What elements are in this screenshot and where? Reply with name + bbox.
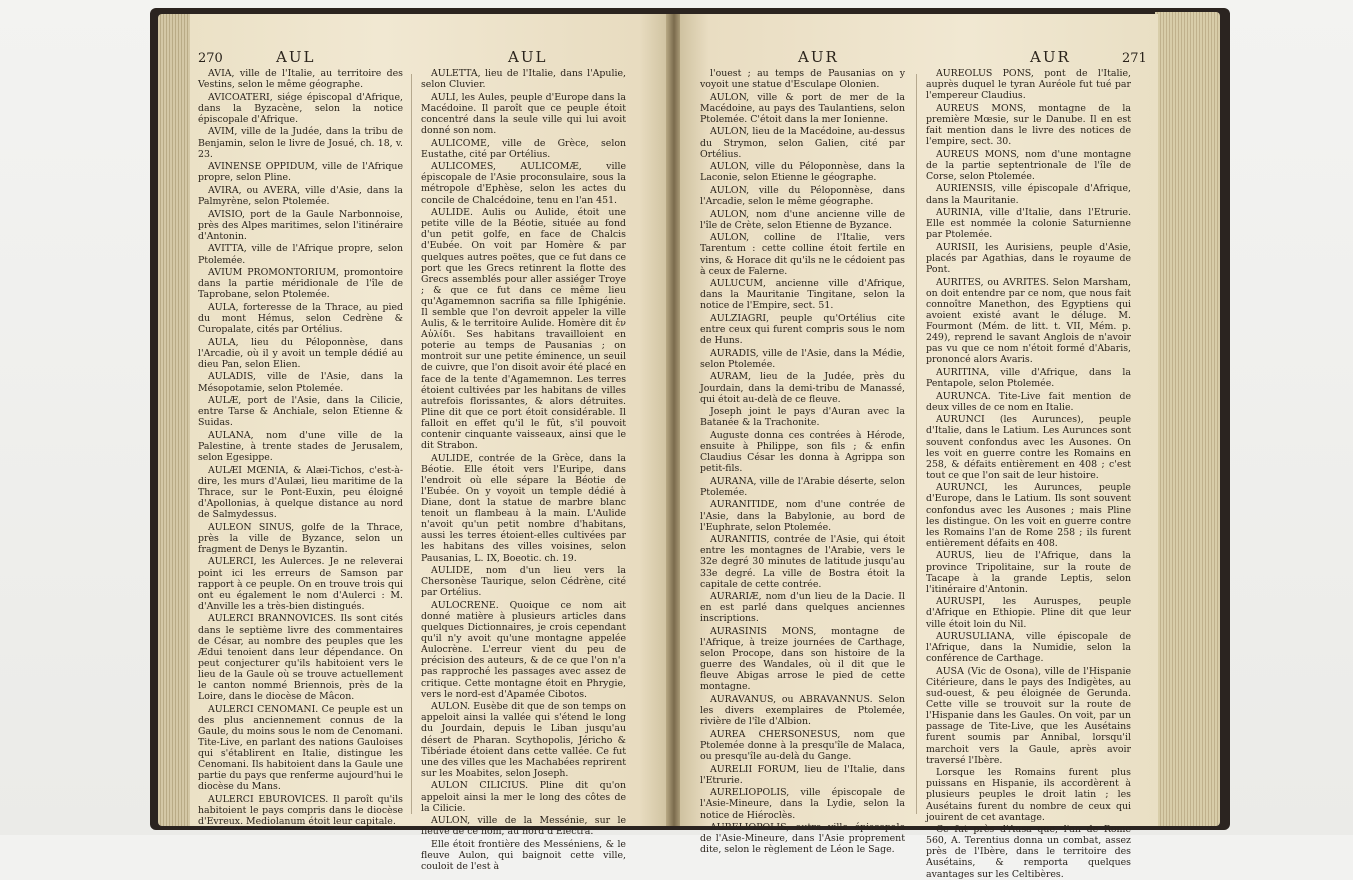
dictionary-entry: AULON, lieu de la Macédoine, au-dessus du Strymon, selon Galien, cité par Ortélius. <box>700 126 905 160</box>
page-edges-right <box>1155 12 1220 826</box>
dictionary-entry: AULETTA, lieu de l'Italie, dans l'Apulie, selon Cluvier. <box>421 68 626 91</box>
dictionary-entry: AVIA, ville de l'Italie, au territoire des Vestins, selon le même géographe. <box>198 68 403 91</box>
dictionary-entry: AULON CILICIUS. Pline dit qu'on appeloit ainsi la mer le long des côtes de la Cilicie. <box>421 780 626 814</box>
left-page <box>190 14 668 873</box>
dictionary-entry: AULANA, nom d'une ville de la Palestine, à trente stades de Jerusalem, selon Egesippe. <box>198 429 403 464</box>
left-column-2 <box>421 68 626 873</box>
dictionary-entry: Joseph joint le pays d'Auran avec la Batanée & la Trachonite. <box>700 406 905 429</box>
dictionary-entry: AURUS, lieu de l'Afrique, dans la province Tripolitaine, sur la route de Tacape à la grande Leptis, selon l'itinéraire d'Antonin. <box>926 550 1131 595</box>
page-edges-left <box>158 14 194 826</box>
dictionary-entry: AURISII, les Aurisiens, peuple d'Asie, placés par Agathias, dans le royaume de Pont. <box>926 241 1131 276</box>
dictionary-entry: Lorsque les Romains furent plus puissans en Hispanie, ils accordèrent à plusieurs peuples le droit latin ; les Ausétains furent du nombre de ceux qui jouirent de cet avantage. <box>926 767 1131 823</box>
right-column-1 <box>700 68 905 856</box>
dictionary-entry: AULI, les Aules, peuple d'Europe dans la Macédoine. Il paroît que ce peuple étoit concentré dans la seule ville qui lui avoit donné son nom. <box>421 91 626 136</box>
dictionary-entry: AURELII FORUM, lieu de l'Italie, dans l'Etrurie. <box>700 763 905 786</box>
dictionary-entry: AURITES, ou AVRITES. Selon Marsham, on doit entendre par ce nom, que nous fait connoître Manethon, des Egyptiens qui avoient existé avant le déluge. M. Fourmont (Mém. de litt. t. VII, Mém. p. 249), reprend le savant Anglois de n'avoir pas vu que ce nom n'étoit formé d'Abaris, prononcé alors Avaris. <box>926 276 1131 366</box>
dictionary-entry: AULEON SINUS, golfe de la Thrace, près la ville de Byzance, selon un fragment de Denys le Byzantin. <box>198 521 403 555</box>
dictionary-entry: AULON. Eusèbe dit que de son temps on appeloit ainsi la vallée qui s'étend le long du Jourdain, depuis le Liban jusqu'au désert de Pharan. Scythopolis, Jéricho & Tibériade étoient dans cette vallée. Ce fut une des villes que les Machabées reprirent sur les Moabites, selon Joseph. <box>421 701 626 779</box>
dictionary-entry: AVINENSE OPPIDUM, ville de l'Afrique propre, selon Pline. <box>198 161 403 184</box>
dictionary-entry: AULON, ville de la Messénie, sur le fleuve de ce nom, au nord d'Electra. <box>421 815 626 838</box>
right-page <box>680 14 1158 880</box>
dictionary-entry: AURELIOPOLIS, ville épiscopale de l'Asie-Mineure, dans la Lydie, selon la notice de Hiéroclès. <box>700 787 905 821</box>
dictionary-entry: AULOCRENE. Quoique ce nom ait donné matière à plusieurs articles dans quelques Dictionnaires, je crois cependant qu'il n'y avoit qu'une montagne appelée Aulocrène. L'erreur vient du peu de précision des auteurs, & de ce que l'on n'a pas rapproché les passages avec assez de critique. Cette montagne étoit en Phrygie, vers le nord-est d'Apamée Cibotos. <box>421 599 626 700</box>
dictionary-entry: AURARIÆ, nom d'un lieu de la Dacie. Il en est parlé dans quelques anciennes inscriptions. <box>700 591 905 625</box>
dictionary-entry: AULERCI EBUROVICES. Il paroît qu'ils habitoient le pays compris dans le diocèse d'Evreux. Mediolanum étoit leur capitale. <box>198 793 403 828</box>
dictionary-entry: AURUNCA. Tite-Live fait mention de deux villes de ce nom en Italie. <box>926 390 1131 413</box>
dictionary-entry: AURASINIS MONS, montagne de l'Afrique, à treize journées de Carthage, selon Procope, dans son histoire de la guerre des Wandales, où il dit que le fleuve Abigas arrose le pied de cette montagne. <box>700 626 905 693</box>
dictionary-entry: AVIM, ville de la Judée, dans la tribu de Benjamin, selon le livre de Josué, ch. 18, v. 23. <box>198 126 403 160</box>
dictionary-entry: AURUSPI, les Auruspes, peuple d'Afrique en Ethiopie. Pline dit que leur ville étoit loin du Nil. <box>926 596 1131 630</box>
dictionary-entry: AUREA CHERSONESUS, nom que Ptolemée donne à la presqu'île de Malaca, ou presqu'île au-delà du Gange. <box>700 728 905 763</box>
dictionary-entry: AVICOATERI, siége épiscopal d'Afrique, dans la Byzacène, selon la notice épiscopale d'Afrique. <box>198 91 403 125</box>
dictionary-entry: AURELIOPOLIS, autre ville épiscopale de l'Asie-Mineure, dans l'Asie proprement dite, selon le règlement de Léon le Sage. <box>700 822 905 856</box>
dictionary-entry: AUREOLUS PONS, pont de l'Italie, auprès duquel le tyran Auréole fut tué par l'empereur Claudius. <box>926 68 1131 102</box>
dictionary-entry: l'ouest ; au temps de Pausanias on y voyoit une statue d'Esculape Olonien. <box>700 68 905 91</box>
dictionary-entry: AULÆ, port de l'Asie, dans la Cilicie, entre Tarse & Anchiale, selon Etienne & Suidas. <box>198 395 403 429</box>
dictionary-entry: AURANA, ville de l'Arabie déserte, selon Ptolemée. <box>700 475 905 498</box>
dictionary-entry: AULON, ville du Péloponnèse, dans la Laconie, selon Etienne le géographe. <box>700 161 905 184</box>
dictionary-entry: Ce fut près d'Ausa que, l'an de Rome 560, A. Terentius donna un combat, assez près de l'Ibère, dans le territoire des Ausétains, & remporta quelques avantages sur les Celtibères. <box>926 824 1131 880</box>
dictionary-entry: AULON, colline de l'Italie, vers Tarentum : cette colline étoit fertile en vins, & Horace dit qu'ils ne le cédoient pas à ceux de Falerne. <box>700 232 905 277</box>
dictionary-entry: Elle étoit frontière des Messéniens, & le fleuve Aulon, qui baignoit cette ville, couloit de l'est à <box>421 838 626 873</box>
dictionary-entry: AULUCUM, ancienne ville d'Afrique, dans la Mauritanie Tingitane, selon la notice de l'Empire, sect. 51. <box>700 278 905 312</box>
dictionary-entry: AUREUS MONS, nom d'une montagne de la partie septentrionale de l'île de Corse, selon Ptolemée. <box>926 148 1131 182</box>
right-column-2 <box>926 68 1131 880</box>
dictionary-entry: AULA, forteresse de la Thrace, au pied du mont Hémus, selon Cedrène & Curopalate, cités par Ortélius. <box>198 301 403 336</box>
dictionary-entry: AULERCI CENOMANI. Ce peuple est un des plus anciennement connus de la Gaule, du moins sous le nom de Cenomani. Tite-Live, en parlant des nations Gauloises qui s'établirent en Italie, distingue les Cenomani. Ils habitoient dans la Gaule une partie du pays que renferme aujourd'hui le diocèse du Mans. <box>198 703 403 793</box>
column-rule <box>411 74 412 814</box>
dictionary-entry: AURUSULIANA, ville épiscopale de l'Afrique, dans la Numidie, selon la conférence de Carthage. <box>926 631 1131 665</box>
dictionary-entry: AUSA (Vic de Osona), ville de l'Hispanie Citérieure, dans le pays des Indigètes, au sud-ouest, & peu éloignée de Gerunda. Cette ville se trouvoit sur la route de l'Hispanie dans les Gaules. On voit, par un passage de Tite-Live, que les Ausétains furent soumis par Annibal, lorsqu'il marchoit vers la Gaule, après avoir traversé l'Ibère. <box>926 665 1131 766</box>
dictionary-entry: AULON, ville & port de mer de la Macédoine, au pays des Taulantiens, selon Ptolemée. C'étoit dans la mer Ionienne. <box>700 91 905 125</box>
dictionary-entry: AVIRA, ou AVERA, ville d'Asie, dans la Palmyrène, selon Ptolemée. <box>198 184 403 208</box>
dictionary-entry: AUREUS MONS, montagne de la première Mœsie, sur le Danube. Il en est fait mention dans le livre des notices de l'empire, sect. 30. <box>926 102 1131 148</box>
dictionary-entry: AVITTA, ville de l'Afrique propre, selon Ptolemée. <box>198 243 403 266</box>
dictionary-entry: AURADIS, ville de l'Asie, dans la Médie, selon Ptolemée. <box>700 347 905 370</box>
dictionary-entry: AVIUM PROMONTORIUM, promontoire dans la partie méridionale de l'île de Taprobane, selon Ptolemée. <box>198 267 403 301</box>
dictionary-entry: AULÆI MŒNIA, & Alæi-Tichos, c'est-à-dire, les murs d'Aulæi, lieu maritime de la Thrace, sur le Pont-Euxin, peu éloigné d'Apollonias, à quelque distance au nord de Salmydessus. <box>198 464 403 521</box>
left-head-left: AUL <box>276 48 316 66</box>
dictionary-entry: AURUNCI (les Aurunces), peuple d'Italie, dans le Latium. Les Aurunces sont souvent confondus avec les Ausones. On les voit en guerre contre les Romains en 258, & défaits entièrement en 408 ; c'est tout ce que l'on sait de leur histoire. <box>926 414 1131 481</box>
dictionary-entry: AVISIO, port de la Gaule Narbonnoise, près des Alpes maritimes, selon l'itinéraire d'Antonin. <box>198 208 403 242</box>
dictionary-entry: AULIDE, nom d'un lieu vers la Chersonèse Taurique, selon Cédrène, cité par Ortélius. <box>421 565 626 599</box>
left-column-1 <box>198 68 403 828</box>
dictionary-entry: AURANITIDE, nom d'une contrée de l'Asie, dans la Babylonie, au bord de l'Euphrate, selon Ptolemée. <box>700 499 905 533</box>
dictionary-entry: AULICOMES, AULICOMÆ, ville épiscopale de l'Asie proconsulaire, sous la métropole d'Ephèse, selon les actes du concile de Chalcédoine, tenu en l'an 451. <box>421 161 626 206</box>
dictionary-entry: Auguste donna ces contrées à Hérode, ensuite à Philippe, son fils ; & enfin Claudius César les donna à Agrippa son petit-fils. <box>700 429 905 475</box>
dictionary-entry: AULERCI BRANNOVICES. Ils sont cités dans le septième livre des commentaires de César, au nombre des peuples que les Ædui tenoient dans leur dépendance. On peut conjecturer qu'ils habitoient vers le lieu de la Gaule où se trouve actuellement le canton nommé Briennois, près de la Loire, dans le diocèse de Mâcon. <box>198 613 403 703</box>
dictionary-entry: AULICOME, ville de Grèce, selon Eustathe, cité par Ortélius. <box>421 137 626 160</box>
column-rule <box>916 74 917 814</box>
dictionary-entry: AURUNCI, les Aurunces, peuple d'Europe, dans le Latium. Ils sont souvent confondus avec les Ausones ; mais Pline les distingue. On les voit en guerre contre les Romains l'an de Rome 258 ; ils furent entièrement défaits en 408. <box>926 482 1131 549</box>
right-head-left: AUR <box>798 48 839 66</box>
right-page-number: 271 <box>1122 51 1147 66</box>
left-head-right: AUL <box>508 48 548 66</box>
dictionary-entry: AULADIS, ville de l'Asie, dans la Mésopotamie, selon Ptolemée. <box>198 371 403 394</box>
dictionary-entry: AURITINA, ville d'Afrique, dans la Pentapole, selon Ptolemée. <box>926 366 1131 390</box>
dictionary-entry: AURAM, lieu de la Judée, près du Jourdain, dans la demi-tribu de Manassé, qui étoit au-delà de ce fleuve. <box>700 371 905 405</box>
dictionary-entry: AURINIA, ville d'Italie, dans l'Etrurie. Elle est nommée la colonie Saturnienne par Ptolemée. <box>926 207 1131 241</box>
dictionary-entry: AULERCI, les Aulerces. Je ne releverai point ici les erreurs de Samson par rapport à ce peuple. On en trouve trois qui ont eu également le nom d'Aulerci : M. d'Anville les a très-bien distingués. <box>198 556 403 612</box>
dictionary-entry: AULIDE, contrée de la Grèce, dans la Béotie. Elle étoit vers l'Euripe, dans l'endroit où elle sépare la Béotie de l'Eubée. On y voyoit un temple dédié à Diane, dont la statue de marbre blanc tenoit un flambeau à la main. L'Aulide n'avoit qu'un petit nombre d'habitans, aussi les terres étoient-elles cultivées par les habitans des villes voisines, selon Pausanias, L. IX, Boeotic. ch. 19. <box>421 452 626 564</box>
right-head-right: AUR <box>1030 48 1071 66</box>
dictionary-entry: AURANITIS, contrée de l'Asie, qui étoit entre les montagnes de l'Arabie, vers le 32e degré 30 minutes de latitude jusqu'au 33e degré. La ville de Bostra étoit la capitale de cette contrée. <box>700 534 905 590</box>
dictionary-entry: AULZIAGRI, peuple qu'Ortélius cite entre ceux qui furent compris sous le nom de Huns. <box>700 312 905 347</box>
dictionary-entry: AURAVANUS, ou ABRAVANNUS. Selon les divers exemplaires de Ptolemée, rivière de l'île d'Albion. <box>700 694 905 728</box>
left-page-number: 270 <box>198 51 223 66</box>
dictionary-entry: AULIDE. Aulis ou Aulide, étoit une petite ville de la Béotie, située au fond d'un petit golfe, en face de Chalcis d'Eubée. On voit par Homère & par quelques autres poëtes, que ce fut dans ce port que les Grecs retinrent la flotte des Grecs assemblés pour aller assiéger Troye ; & que ce fut dans ce même lieu qu'Agamemnon sacrifia sa fille Iphigénie. Il semble que l'on devroit appeler la ville Aulis, & le territoire Aulide. Homère dit ἐν Αὐλίδι. Ses habitans travailloient en poterie au temps de Pausanias ; on montroit sur une petite éminence, un seuil de cuivre, que l'on disoit avoir été placé en face de la tente d'Agamemnon. Les terres étoient cultivées par les habitans de villes autrefois florissantes, & alors détruites. Pline dit que ce port étoit considérable. Il falloit en effet qu'il le fût, s'il pouvoit contenir cinquante vaisseaux, ainsi que le dit Strabon. <box>421 207 626 452</box>
dictionary-entry: AULA, lieu du Péloponnèse, dans l'Arcadie, où il y avoit un temple dédié au dieu Pan, selon Elien. <box>198 336 403 370</box>
dictionary-entry: AURIENSIS, ville épiscopale d'Afrique, dans la Mauritanie. <box>926 183 1131 206</box>
dictionary-entry: AULON, ville du Péloponnèse, dans l'Arcadie, selon le même géographe. <box>700 184 905 208</box>
dictionary-entry: AULON, nom d'une ancienne ville de l'île de Crète, selon Etienne de Byzance. <box>700 208 905 231</box>
